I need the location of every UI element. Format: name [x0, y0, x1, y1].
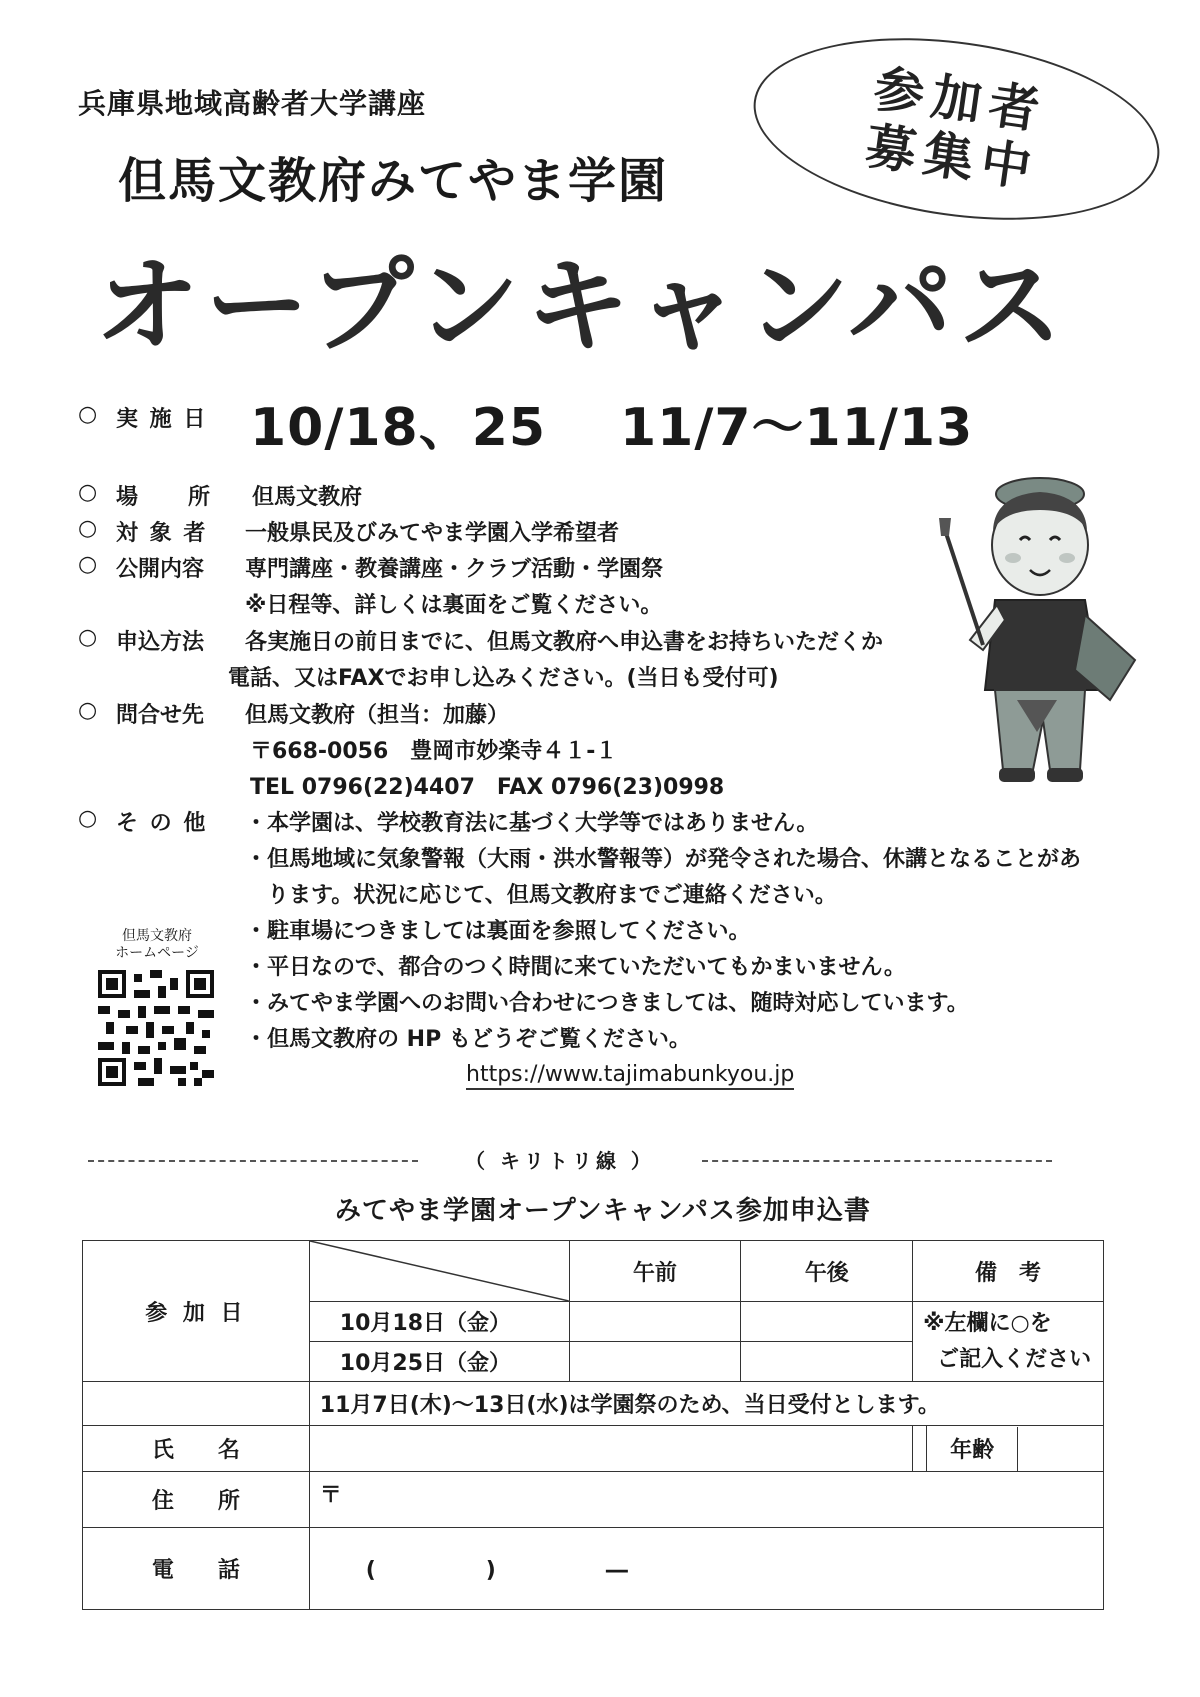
dates-october: 10/18、25	[250, 398, 547, 458]
qr-caption-line-2: ホームページ	[115, 945, 199, 961]
participation-date-label: 参 加 日	[83, 1241, 310, 1382]
column-pm: 午後	[741, 1241, 913, 1302]
date-option-2: 10月25日（金）	[309, 1342, 569, 1382]
apply-label: 申込方法	[116, 630, 205, 655]
target-value: 一般県民及びみてやま学園入学希望者	[245, 521, 620, 546]
other-item: ・本学園は、学校教育法に基づく大学等ではありません。	[245, 811, 819, 836]
homepage-link[interactable]: https://www.tajimabunkyou.jp	[466, 1062, 794, 1090]
content-note: ※日程等、詳しくは裏面をご覧ください。	[245, 593, 663, 618]
phone-template: ( ) ―	[365, 1558, 628, 1583]
apply-value-1: 各実施日の前日までに、但馬文教府へ申込書をお持ちいただくか	[245, 630, 884, 655]
phone-input[interactable]	[309, 1528, 1103, 1610]
other-item: ・平日なので、都合のつく時間に来ていただいてもかまいません。	[245, 955, 906, 980]
contact-phone-fax: TEL 0796(22)4407 FAX 0796(23)0998	[250, 775, 725, 800]
contact-address: 〒668-0056 豊岡市妙楽寺４１-１	[250, 739, 618, 764]
column-note: 備 考	[913, 1241, 1104, 1302]
bullet-icon: ○	[78, 516, 98, 541]
pm-checkbox-1[interactable]	[741, 1302, 913, 1342]
badge-line-1: 参加者	[870, 59, 1051, 142]
bullet-icon: ○	[78, 806, 98, 831]
recruiting-badge	[742, 14, 1171, 243]
content-value: 専門講座・教養講座・クラブ活動・学園祭	[245, 557, 664, 582]
diagonal-line-icon	[310, 1241, 569, 1301]
note-line-2: ご記入ください	[937, 1346, 1092, 1372]
dates-november: 11/7～11/13	[620, 398, 974, 458]
am-checkbox-2[interactable]	[569, 1342, 741, 1382]
other-item: ・但馬地域に気象警報（大雨・洪水警報等）が発令された場合、休講となることがあ	[245, 847, 1082, 872]
content-label: 公開内容	[116, 557, 205, 582]
badge-line-2: 募集中	[862, 116, 1043, 199]
bullet-icon: ○	[78, 480, 98, 505]
column-am: 午前	[569, 1241, 741, 1302]
bullet-icon: ○	[78, 698, 98, 723]
other-label: そ の 他	[116, 811, 208, 836]
boy-illustration-icon	[925, 470, 1155, 790]
place-value: 但馬文教府	[252, 485, 363, 510]
cut-line-label: （ キリトリ線 ）	[465, 1149, 655, 1173]
target-label: 対 象 者	[116, 521, 208, 546]
note-line-1: ※左欄に○を	[923, 1310, 1052, 1336]
main-title: オープンキャンパス	[95, 245, 1069, 367]
apply-value-2: 電話、又はFAXでお申し込みください。(当日も受付可)	[228, 666, 779, 691]
date-label-continuation	[83, 1382, 310, 1426]
address-input[interactable]	[309, 1472, 1103, 1528]
qr-caption	[92, 928, 222, 962]
bullet-icon: ○	[78, 402, 98, 427]
contact-label: 問合せ先	[116, 703, 205, 728]
festival-note: 11月7日(木)～13日(水)は学園祭のため、当日受付とします。	[309, 1382, 1103, 1426]
age-input[interactable]	[1018, 1427, 1103, 1471]
place-label: 場 所	[116, 485, 213, 510]
other-item: ・駐車場につきましては裏面を参照してください。	[245, 919, 751, 944]
school-name: 但馬文教府みてやま学園	[118, 153, 669, 209]
note-cell	[913, 1302, 1104, 1382]
phone-label: 電 話	[83, 1528, 310, 1610]
name-label: 氏 名	[83, 1426, 310, 1472]
cut-line-right	[702, 1160, 1052, 1162]
bullet-icon: ○	[78, 552, 98, 577]
application-form	[82, 1240, 1104, 1610]
series-title: 兵庫県地域高齢者大学講座	[78, 87, 427, 120]
bullet-icon: ○	[78, 625, 98, 650]
form-title: みてやま学園オープンキャンパス参加申込書	[335, 1196, 871, 1226]
contact-value-1: 但馬文教府（担当：加藤）	[245, 703, 510, 728]
am-checkbox-1[interactable]	[569, 1302, 741, 1342]
pm-checkbox-2[interactable]	[741, 1342, 913, 1382]
diagonal-cell	[309, 1241, 569, 1302]
other-item: ・みてやま学園へのお問い合わせにつきましては、随時対応しています。	[245, 991, 969, 1016]
age-cell	[927, 1426, 1104, 1472]
date-option-1: 10月18日（金）	[309, 1302, 569, 1342]
qr-code-icon[interactable]	[98, 970, 214, 1086]
postal-mark: 〒	[319, 1483, 342, 1508]
other-item: ・但馬文教府の HP もどうぞご覧ください。	[245, 1027, 691, 1052]
name-input-end[interactable]	[913, 1426, 927, 1472]
qr-caption-line-1: 但馬文教府	[122, 928, 192, 944]
age-label: 年齢	[927, 1427, 1018, 1471]
other-item: ります。状況に応じて、但馬文教府までご連絡ください。	[245, 883, 837, 908]
cut-line-left	[88, 1160, 418, 1162]
name-input[interactable]	[309, 1426, 912, 1472]
address-label: 住 所	[83, 1472, 310, 1528]
dates-label: 実 施 日	[116, 407, 208, 432]
